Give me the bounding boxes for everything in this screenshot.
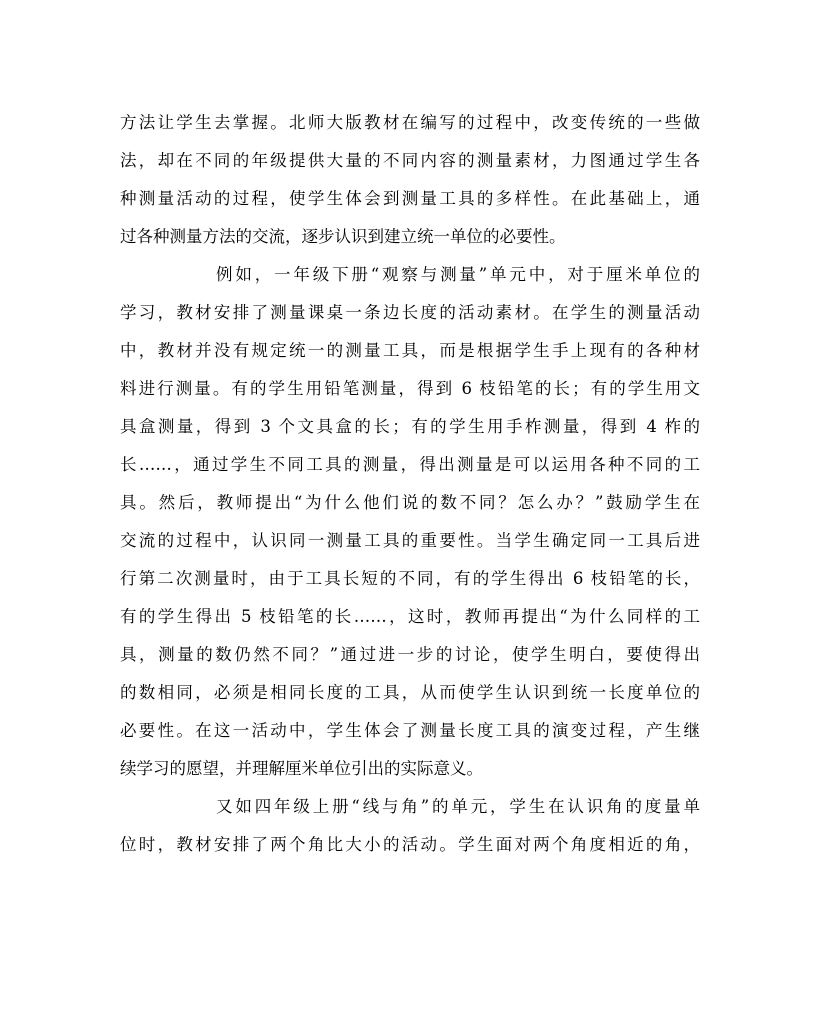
text-line: 料进行测量。有的学生用铅笔测量，得到 6 枝铅笔的长；有的学生用文 [120, 379, 700, 398]
text-line: 的数相同，必须是相同长度的工具，从而使学生认识到统一长度单位的 [120, 683, 700, 702]
text-line: 具盒测量，得到 3 个文具盒的长；有的学生用手柞测量，得到 4 柞的 [120, 417, 700, 436]
text-line: 中，教材并没有规定统一的测量工具，而是根据学生手上现有的各种材 [120, 341, 700, 360]
body-text [120, 104, 700, 864]
text-line: 有的学生得出 5 枝铅笔的长……，这时，教师再提出“为什么同样的工 [120, 607, 700, 626]
paragraph-end-line: 续学习的愿望，并理解厘米单位引出的实际意义。 [120, 759, 483, 778]
text-line: 交流的过程中，认识同一测量工具的重要性。当学生确定同一工具后进 [120, 531, 700, 550]
text-line: 方法让学生去掌握。北师大版教材在编写的过程中，改变传统的一些做 [120, 113, 700, 132]
text-line: 位时，教材安排了两个角比大小的活动。学生面对两个角度相近的角， [120, 835, 700, 854]
text-line: 种测量活动的过程，使学生体会到测量工具的多样性。在此基础上，通 [120, 189, 700, 208]
text-line: 学习，教材安排了测量课桌一条边长度的活动素材。在学生的测量活动 [120, 303, 700, 322]
text-line: 法，却在不同的年级提供大量的不同内容的测量素材，力图通过学生各 [120, 151, 700, 170]
paragraph-first-line: 又如四年级上册“线与角”的单元，学生在认识角的度量单 [216, 797, 700, 816]
text-line: 长……，通过学生不同工具的测量，得出测量是可以运用各种不同的工 [120, 455, 700, 474]
text-line: 行第二次测量时，由于工具长短的不同，有的学生得出 6 枝铅笔的长， [120, 569, 700, 588]
text-line: 具。然后，教师提出“为什么他们说的数不同？怎么办？”鼓励学生在 [120, 493, 700, 512]
paragraph-first-line: 例如，一年级下册“观察与测量”单元中，对于厘米单位的 [216, 265, 700, 284]
text-line: 具，测量的数仍然不同？”通过进一步的讨论，使学生明白，要使得出 [120, 645, 700, 664]
text-line: 必要性。在这一活动中，学生体会了测量长度工具的演变过程，产生继 [120, 721, 700, 740]
paragraph-end-line: 过各种测量方法的交流，逐步认识到建立统一单位的必要性。 [120, 227, 566, 246]
